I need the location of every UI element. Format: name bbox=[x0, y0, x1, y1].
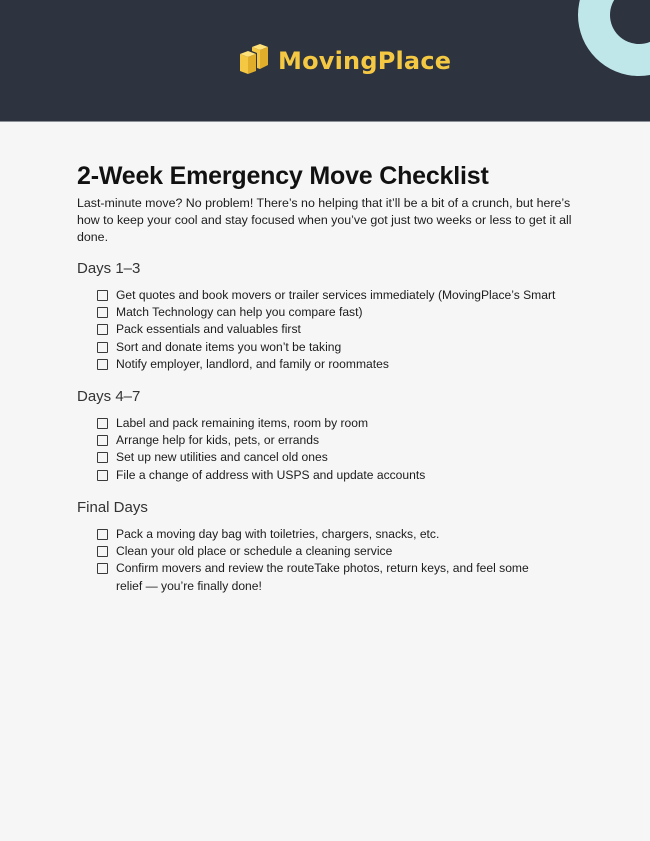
checklist-item[interactable]: Set up new utilities and cancel old ones bbox=[97, 449, 597, 466]
section-heading: Days 4–7 bbox=[77, 388, 141, 405]
checklist bbox=[77, 415, 597, 484]
checklist-item[interactable]: Arrange help for kids, pets, or errands bbox=[97, 432, 597, 449]
checklist bbox=[77, 526, 557, 595]
checklist-item[interactable]: Pack essentials and valuables first bbox=[97, 321, 597, 338]
section-days-1-3 bbox=[77, 259, 597, 373]
checkbox[interactable] bbox=[97, 563, 108, 574]
checkbox[interactable] bbox=[97, 290, 108, 301]
intro-paragraph: Last-minute move? No problem! There’s no helping that it’ll be a bit of a crunch, but here’s how to keep your cool and stay focused when you’ve got just two weeks or less to get it all done. bbox=[77, 196, 572, 244]
checkbox[interactable] bbox=[97, 359, 108, 370]
page-header bbox=[0, 0, 650, 122]
checklist bbox=[77, 287, 597, 373]
section-final-days bbox=[77, 498, 597, 595]
checkbox[interactable] bbox=[97, 452, 108, 463]
checklist-item[interactable]: Label and pack remaining items, room by room bbox=[97, 415, 597, 432]
checklist-item[interactable]: Pack a moving day bag with toiletries, chargers, snacks, etc. bbox=[97, 526, 557, 543]
checkbox[interactable] bbox=[97, 529, 108, 540]
page-title: 2-Week Emergency Move Checklist bbox=[77, 162, 489, 190]
checklist-item[interactable]: Sort and donate items you won’t be taking bbox=[97, 339, 597, 356]
section-days-4-7 bbox=[77, 387, 597, 484]
checkbox[interactable] bbox=[97, 470, 108, 481]
checkbox[interactable] bbox=[97, 324, 108, 335]
section-heading: Final Days bbox=[77, 499, 148, 516]
checklist-item[interactable]: Notify employer, landlord, and family or roommates bbox=[97, 356, 597, 373]
box-icon bbox=[238, 43, 270, 80]
brand-name: MovingPlace bbox=[278, 47, 452, 75]
checkbox[interactable] bbox=[97, 435, 108, 446]
checklist-item[interactable]: File a change of address with USPS and update accounts bbox=[97, 467, 597, 484]
checkbox[interactable] bbox=[97, 342, 108, 353]
checklist-item[interactable]: Get quotes and book movers or trailer services immediately (MovingPlace’s Smart bbox=[97, 287, 597, 304]
checklist-item[interactable]: Confirm movers and review the routeTake photos, return keys, and feel some relief — you’re finally done! bbox=[97, 560, 557, 594]
section-heading: Days 1–3 bbox=[77, 260, 141, 277]
checklist-item[interactable]: Clean your old place or schedule a cleaning service bbox=[97, 543, 557, 560]
checklist-item[interactable]: Match Technology can help you compare fast) bbox=[97, 304, 597, 321]
document-intro bbox=[77, 160, 587, 246]
checkbox[interactable] bbox=[97, 418, 108, 429]
checkbox[interactable] bbox=[97, 307, 108, 318]
brand-logo bbox=[238, 44, 451, 78]
checkbox[interactable] bbox=[97, 546, 108, 557]
